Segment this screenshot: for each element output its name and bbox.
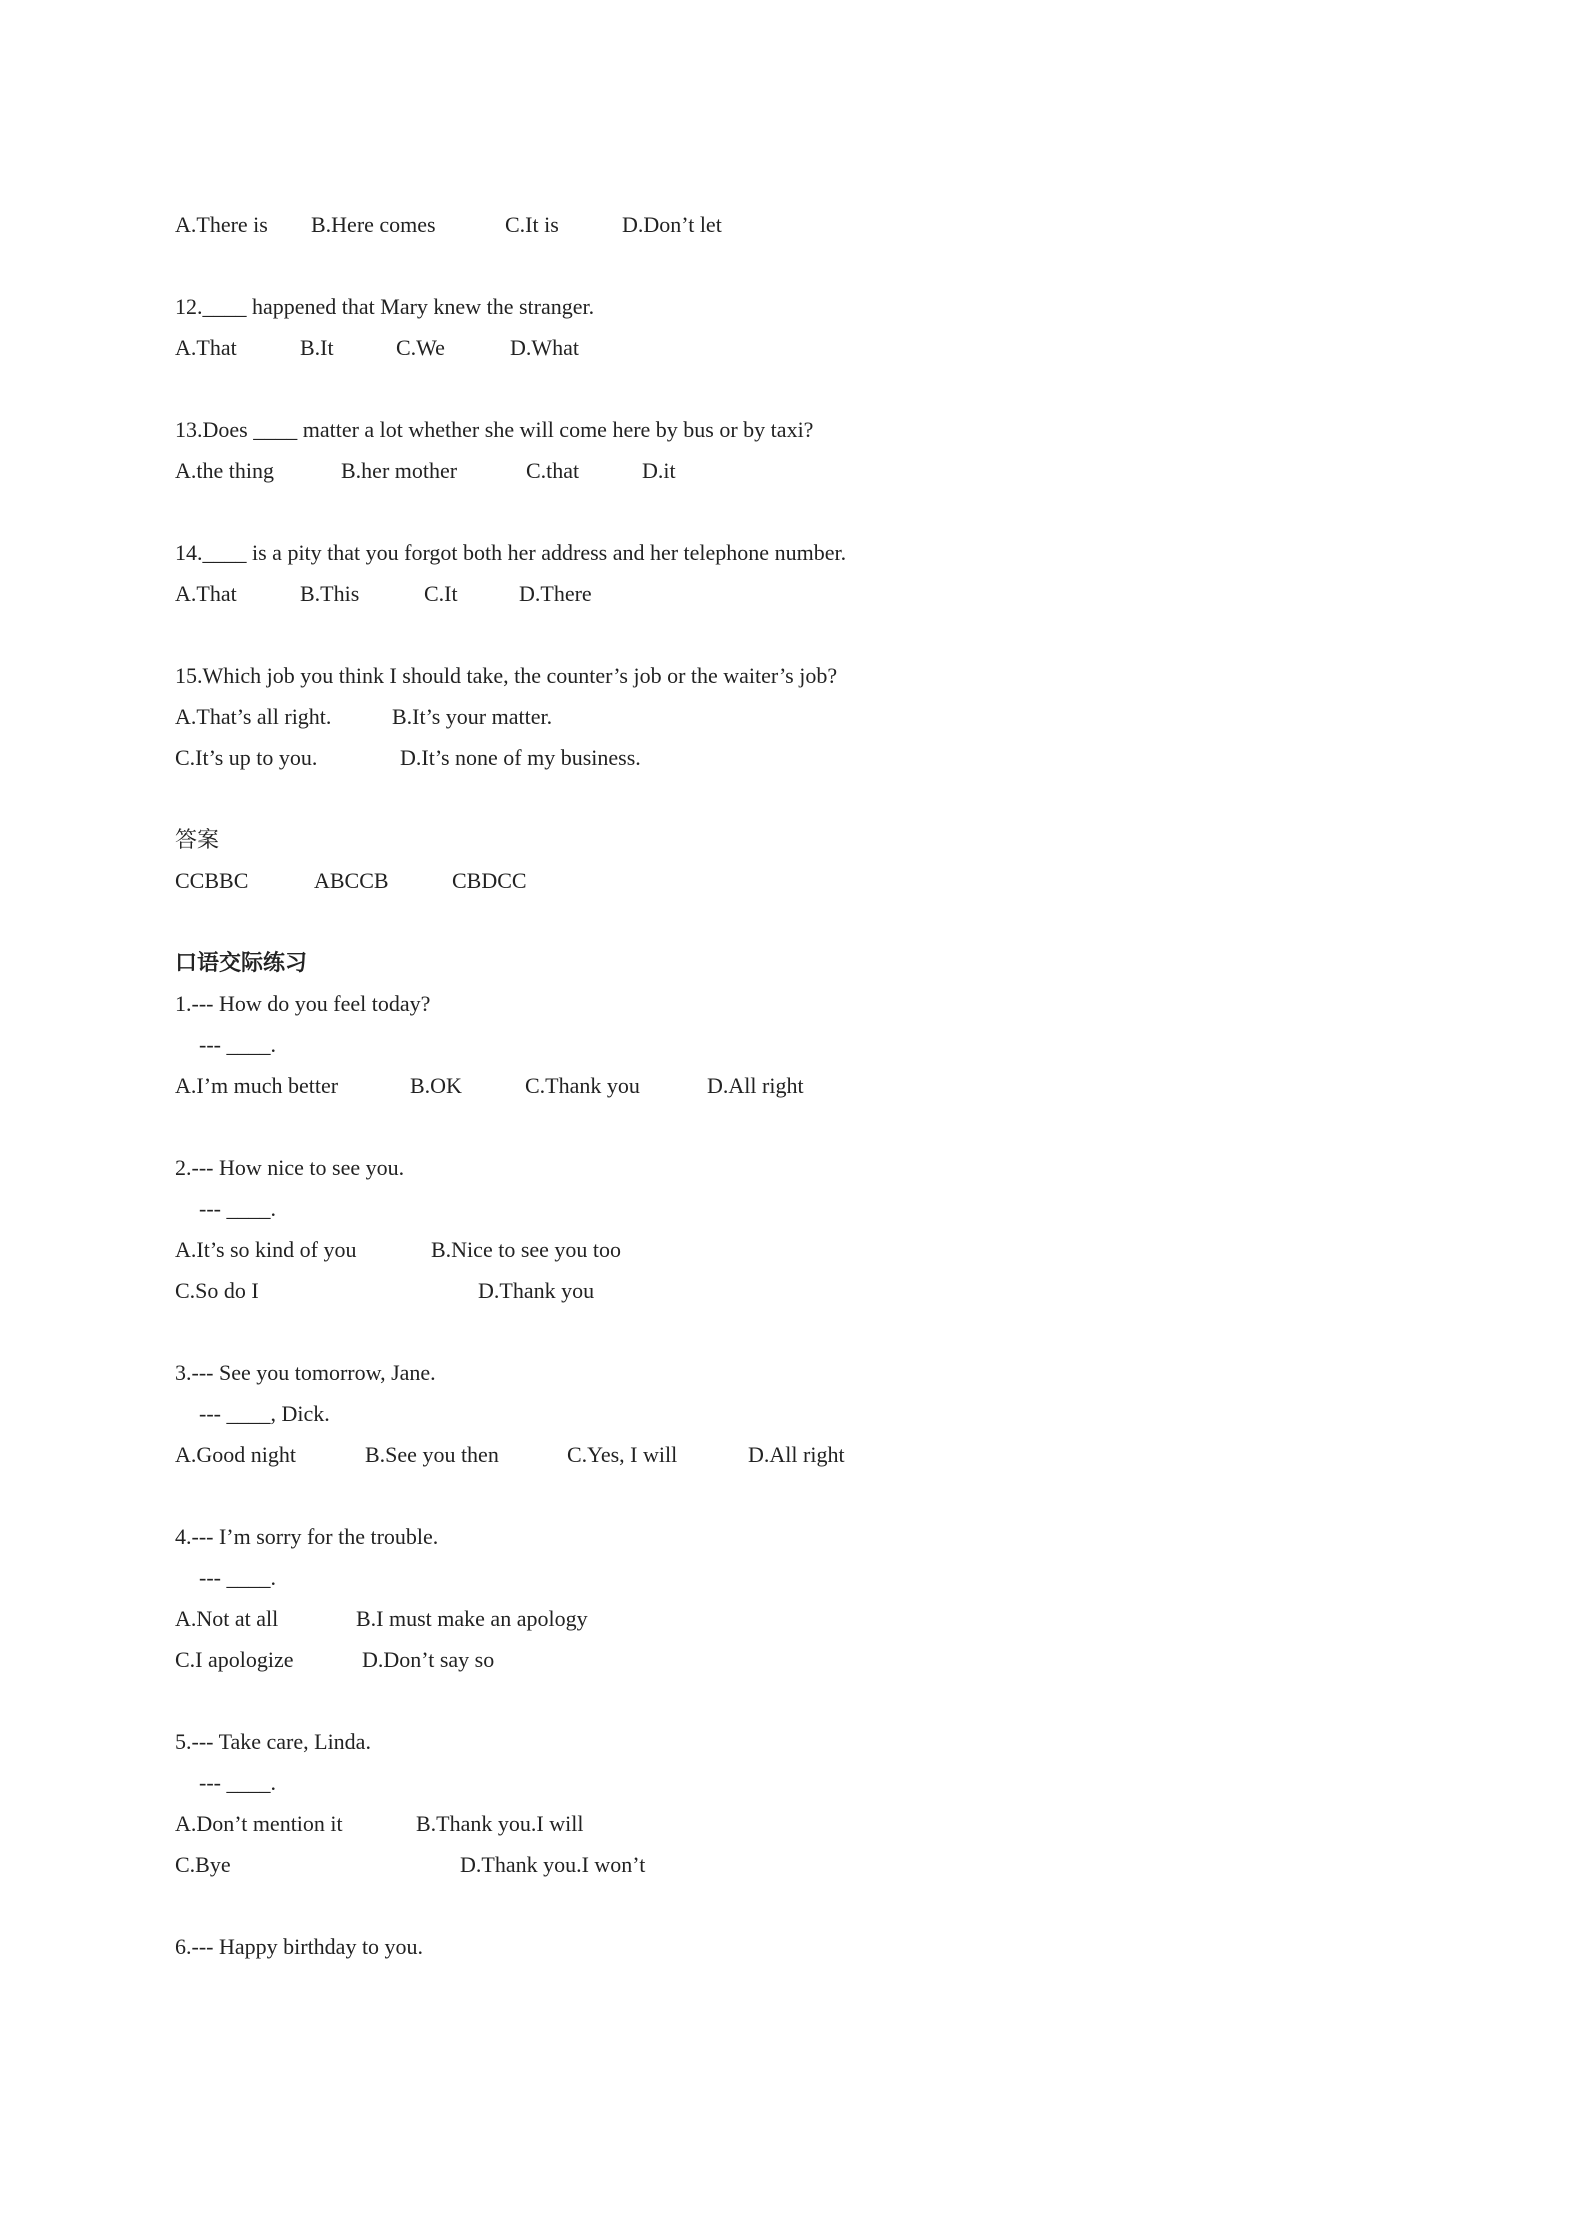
question-stem: 14.____ is a pity that you forgot both her address and her telephone number. [175,540,847,565]
dialogue-prompt: 4.--- I’m sorry for the trouble. [175,1524,439,1549]
option-a: A.That’s all right. [175,704,332,729]
option-d: D.Don’t say so [362,1647,495,1672]
option-c: C.Thank you [525,1073,640,1098]
option-c: C.It is [505,212,559,237]
option-a: A.That [175,581,237,606]
option-b: B.It’s your matter. [392,704,553,729]
dialogue-prompt: 3.--- See you tomorrow, Jane. [175,1360,436,1385]
dialogue-reply: --- ____. [199,1032,276,1057]
option-c: C.Yes, I will [567,1442,678,1467]
option-a: A.There is [175,212,268,237]
question-stem: 13.Does ____ matter a lot whether she will come here by bus or by taxi? [175,417,814,442]
answer-group: CBDCC [452,868,527,893]
dialogue-prompt: 1.--- How do you feel today? [175,991,431,1016]
dialogue-prompt: 5.--- Take care, Linda. [175,1729,371,1754]
option-a: A.I’m much better [175,1073,339,1098]
answer-group: CCBBC [175,868,249,893]
dialogue-reply: --- ____, Dick. [199,1401,330,1426]
dialogue-prompt: 2.--- How nice to see you. [175,1155,405,1180]
option-a: A.Good night [175,1442,296,1467]
option-b: B.Thank you.I will [416,1811,584,1836]
option-a: A.Not at all [175,1606,279,1631]
option-d: D.it [642,458,676,483]
option-b: B.See you then [365,1442,499,1467]
section-heading: 口语交际练习 [175,950,308,975]
option-c: C.We [396,335,445,360]
option-a: A.It’s so kind of you [175,1237,357,1262]
question-stem: 12.____ happened that Mary knew the stranger. [175,294,595,319]
option-c: C.It [424,581,458,606]
option-b: B.It [300,335,334,360]
dialogue-prompt: 6.--- Happy birthday to you. [175,1934,424,1959]
option-b: B.OK [410,1073,462,1098]
option-b: B.I must make an apology [356,1606,588,1631]
question-stem: 15.Which job you think I should take, the counter’s job or the waiter’s job? [175,663,838,688]
option-c: C.Bye [175,1852,231,1877]
option-b: B.This [300,581,360,606]
dialogue-reply: --- ____. [199,1196,276,1221]
option-a: A.the thing [175,458,274,483]
option-d: D.There [519,581,592,606]
dialogue-reply: --- ____. [199,1565,276,1590]
dialogue-reply: --- ____. [199,1770,276,1795]
option-d: D.Don’t let [622,212,722,237]
answers-heading: 答案 [175,827,220,852]
option-d: D.Thank you.I won’t [460,1852,646,1877]
answer-group: ABCCB [314,868,389,893]
option-c: C.So do I [175,1278,259,1303]
option-d: D.All right [707,1073,804,1098]
option-c: C.that [526,458,580,483]
option-b: B.Nice to see you too [431,1237,622,1262]
option-c: C.I apologize [175,1647,294,1672]
option-d: D.All right [748,1442,845,1467]
option-a: A.That [175,335,237,360]
option-d: D.What [510,335,580,360]
option-d: D.Thank you [478,1278,595,1303]
option-c: C.It’s up to you. [175,745,318,770]
option-d: D.It’s none of my business. [400,745,641,770]
option-b: B.her mother [341,458,458,483]
option-a: A.Don’t mention it [175,1811,343,1836]
option-b: B.Here comes [311,212,436,237]
